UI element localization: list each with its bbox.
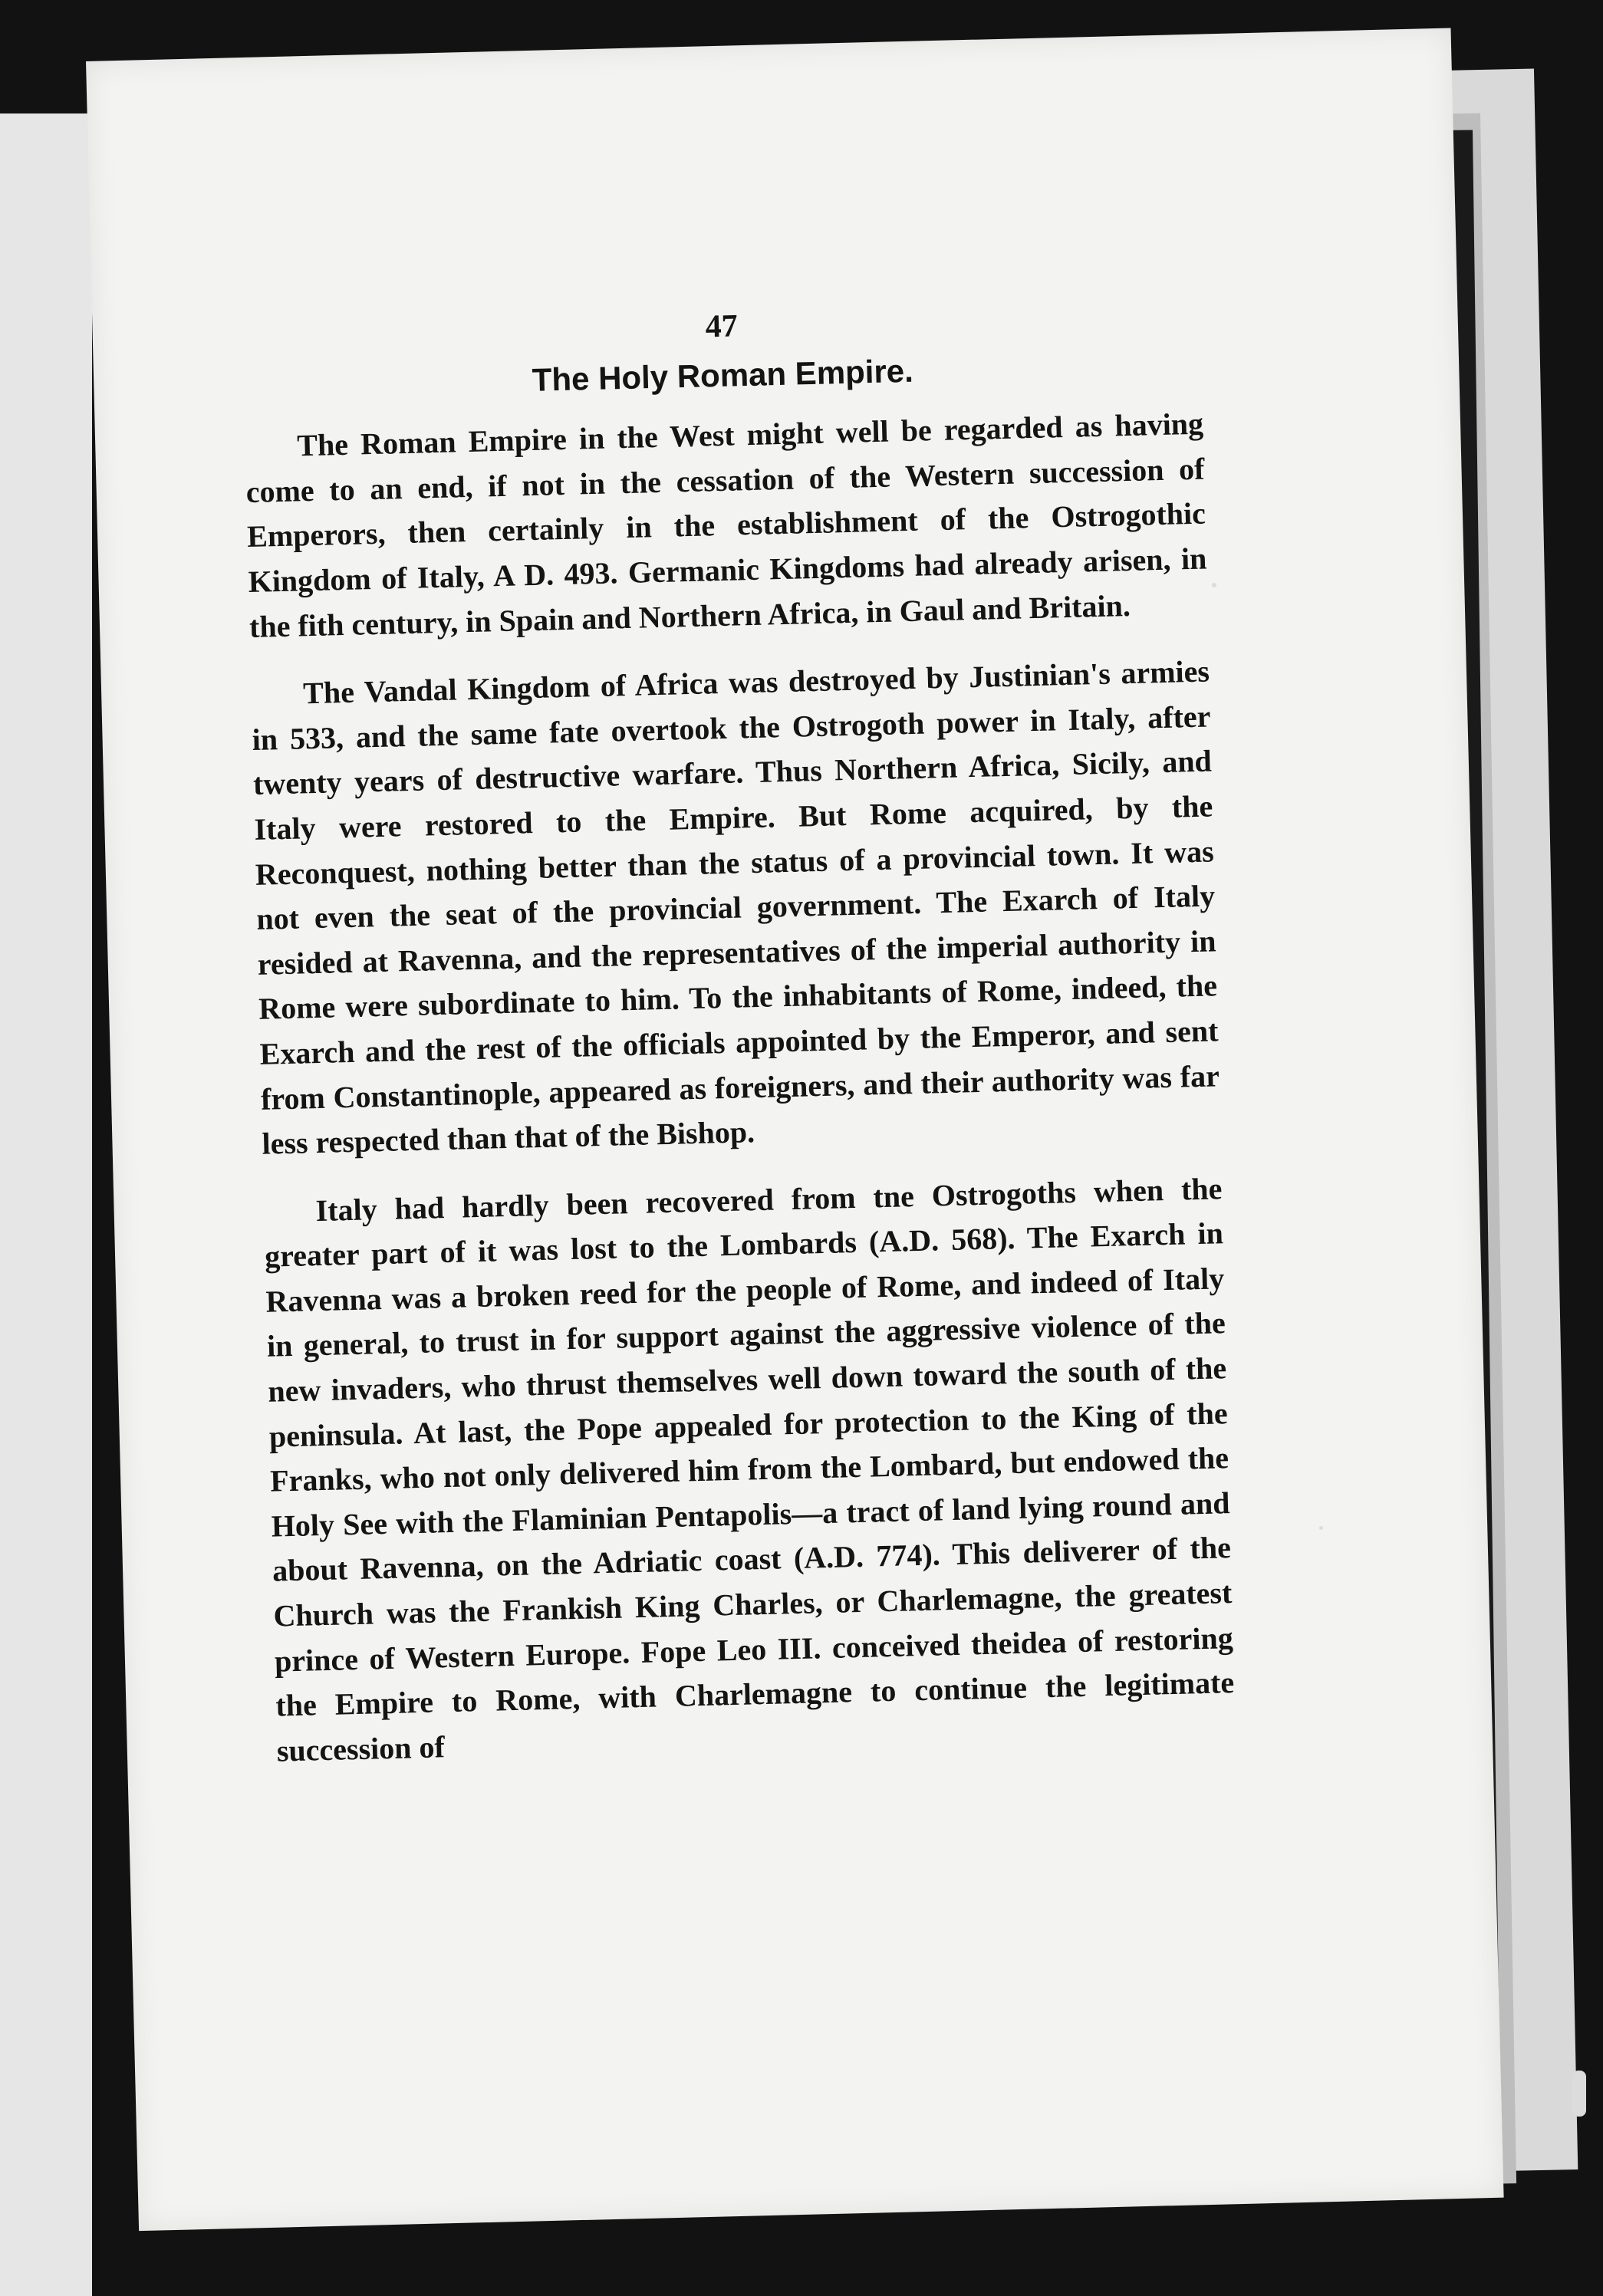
scan-artifact — [1212, 583, 1216, 587]
paragraph: The Roman Empire in the West might well be regarded as having come to an end, if not in the cessation of the Western succession of Emperors, then certainly in the establishment of the Ostrogothic Kingdom of Italy, A D. 493. Germanic Kingdoms had already arisen, in the fith century, in Spain and Northern Africa, in Gaul and Britain. — [245, 406, 1207, 644]
facing-page-edge — [0, 113, 92, 2296]
book-page — [86, 28, 1504, 2232]
scan-artifact — [1319, 1526, 1323, 1530]
page-number: 47 — [705, 308, 739, 345]
paragraph: The Vandal Kingdom of Africa was destroyed by Justinian's armies in 533, and the same fate overtook the Ostrogoth power in Italy, after twenty years of destructive warfare. Thus Northern Africa, Sicily, and Italy were restored to the Empire. But Rome acquired, by the Reconquest, nothing better than the status of a provincial town. It was not even the seat of the provincial government. The Exarch of Italy resided at Ravenna, and the representatives of the imperial authority in Rome were subordinate to him. To the inhabitants of Rome, indeed, the Exarch and the rest of the officials appointed by the Emperor, and sent from Constantinople, appeared as foreigners, and their authority was far less respected than that of the Bishop. — [252, 653, 1220, 1161]
page-title: The Holy Roman Empire. — [532, 352, 914, 398]
page-content — [242, 299, 1236, 1774]
paragraph: Italy had hardly been recovered from tne Ostrogoths when the greater part of it was lost to the Lombards (A.D. 568). The Exarch in Ravenna was a broken reed for the people of Rome, and indeed of Italy in general, to trust in for support against the aggressive violence of the new invaders, who thrust themselves well down toward the south of the peninsula. At last, the Pope appealed for protection to the King of the Franks, who not only delivered him from the Lombard, but endowed the Holy See with the Flaminian Pentapolis—a tract of land lying round and about Ravenna, on the Adriatic coast (A.D. 774). This deliverer of the Church was the Frankish King Charles, or Charlemagne, the greatest prince of Western Europe. Fope Leo III. conceived theidea of restoring the Empire to Rome, with Charlemagne to continue the legitimate succession of — [264, 1170, 1235, 1768]
scan-artifact — [1572, 2071, 1586, 2117]
